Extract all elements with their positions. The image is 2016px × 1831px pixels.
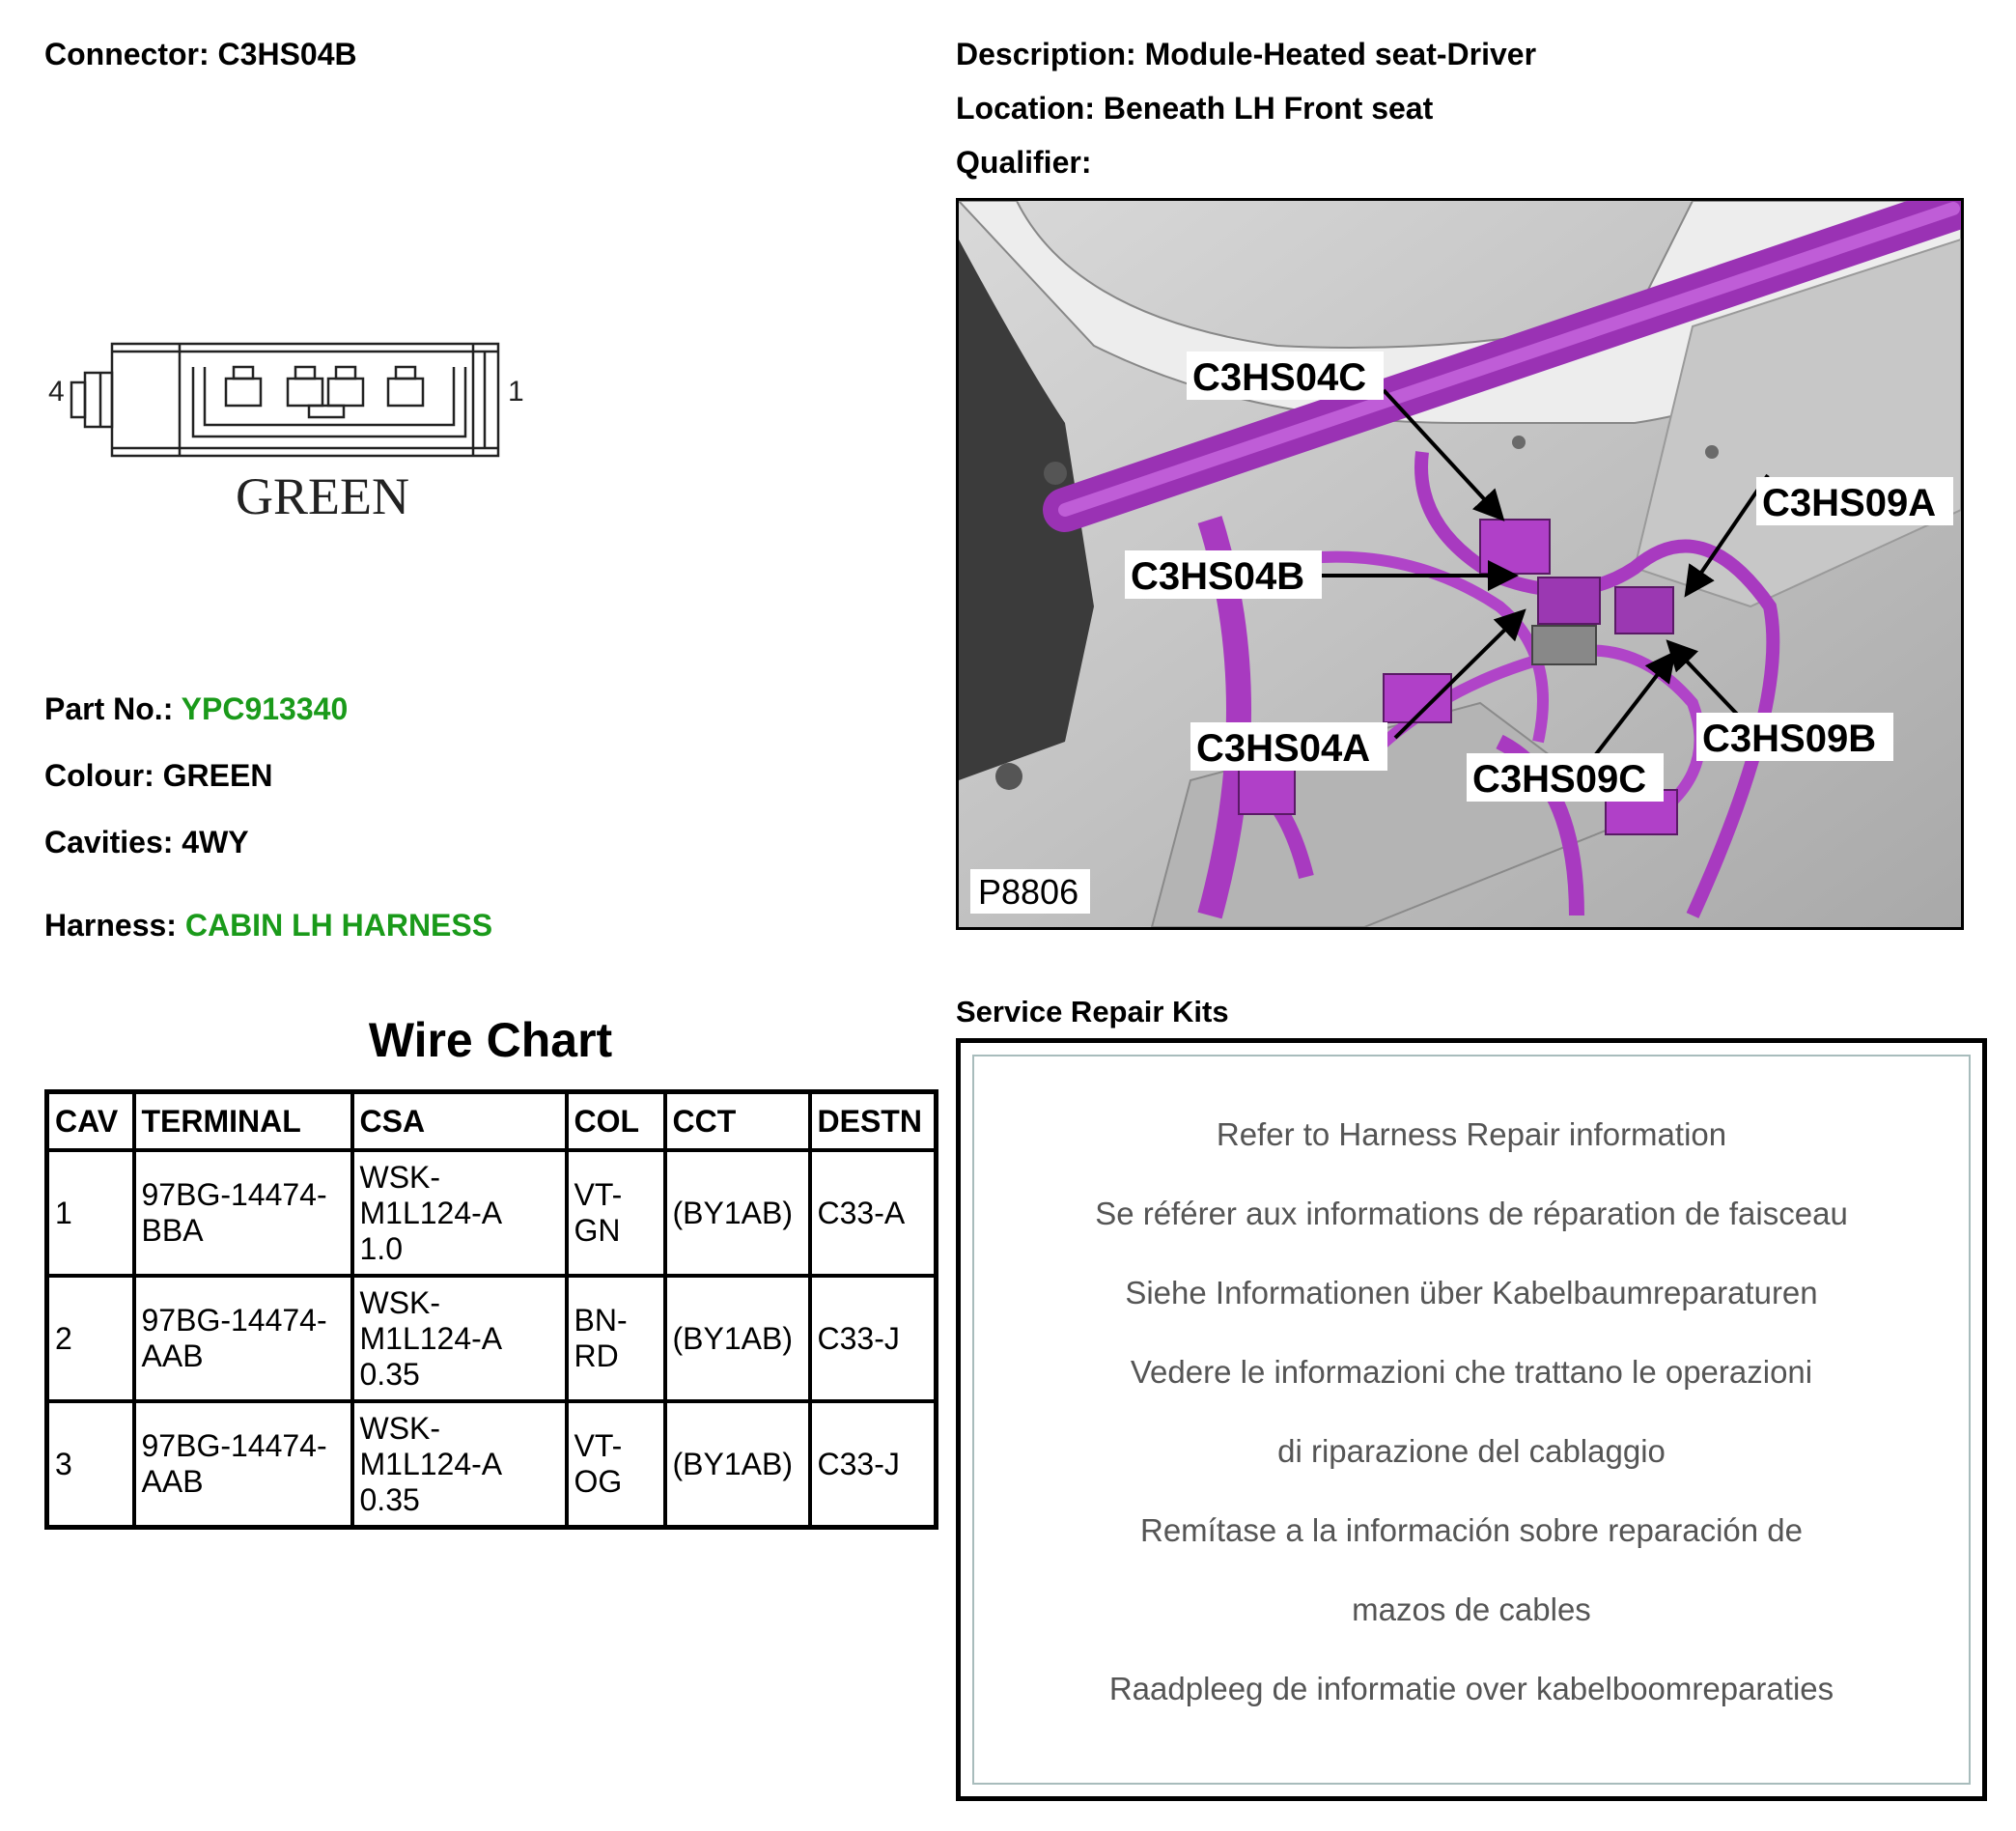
- callout-c3hs04c: C3HS04C: [1192, 356, 1367, 399]
- cavities-label: Cavities:: [44, 825, 174, 859]
- bolt: [1512, 436, 1526, 449]
- cell-col: [567, 1276, 665, 1401]
- terminal-line: BBA: [141, 1213, 204, 1248]
- pin-4-label: 4: [48, 376, 65, 408]
- connector-block: [1615, 587, 1673, 634]
- cell-destn: C33-A: [810, 1150, 937, 1276]
- connector-block: [1538, 577, 1600, 624]
- terminal-line: 97BG-14474-: [141, 1177, 327, 1212]
- header-terminal: TERMINAL: [134, 1092, 352, 1151]
- cell-csa: [352, 1401, 567, 1528]
- module-housing: [1532, 626, 1596, 664]
- csa-line: WSK-: [359, 1410, 441, 1446]
- connector-block: [1480, 520, 1550, 574]
- terminal-line: AAB: [141, 1464, 204, 1499]
- cell-col: [567, 1401, 665, 1528]
- cell-cav: 2: [47, 1276, 134, 1401]
- location-label: Location:: [956, 91, 1095, 126]
- col-line: BN-: [574, 1303, 628, 1338]
- cell-col: [567, 1150, 665, 1276]
- callout-c3hs09a: C3HS09A: [1762, 482, 1937, 524]
- terminal-line: 97BG-14474-: [141, 1428, 327, 1463]
- csa-line: 1.0: [359, 1230, 403, 1266]
- csa-line: WSK-: [359, 1284, 441, 1320]
- header-cct: CCT: [665, 1092, 810, 1151]
- table-row: [47, 1150, 937, 1276]
- csa-line: M1L124-A: [359, 1320, 503, 1356]
- csa-line: 0.35: [359, 1356, 420, 1392]
- callout-c3hs04b: C3HS04B: [1131, 555, 1305, 598]
- terminal-line: AAB: [141, 1338, 204, 1373]
- repair-line: mazos de cables: [1352, 1592, 1591, 1627]
- service-repair-inner: [972, 1055, 1971, 1785]
- header-csa: CSA: [352, 1092, 567, 1151]
- part-no-field: [44, 691, 348, 727]
- cell-terminal: [134, 1150, 352, 1276]
- repair-line: Raadpleeg de informatie over kabelboomreparaties: [1108, 1671, 1834, 1706]
- description-value: Module-Heated seat-Driver: [1144, 37, 1537, 71]
- diagram-color-label: GREEN: [236, 467, 409, 525]
- cell-csa: [352, 1276, 567, 1401]
- part-no-value: YPC913340: [181, 691, 349, 726]
- connector-face-diagram: [48, 328, 550, 541]
- cell-cct: (BY1AB): [665, 1150, 810, 1276]
- col-line: VT-: [574, 1177, 623, 1212]
- location-value: Beneath LH Front seat: [1103, 91, 1434, 126]
- table-row: [47, 1401, 937, 1528]
- harness-label: Harness:: [44, 908, 177, 943]
- location-field: [956, 91, 1433, 127]
- service-repair-box: [956, 1038, 1987, 1801]
- callout-c3hs09b: C3HS09B: [1702, 718, 1877, 760]
- repair-line: Siehe Informationen über Kabelbaumreparaturen: [1125, 1275, 1818, 1310]
- cell-destn: C33-J: [810, 1276, 937, 1401]
- wire-chart-header-row: [47, 1092, 937, 1151]
- cell-cct: (BY1AB): [665, 1276, 810, 1401]
- cell-cct: (BY1AB): [665, 1401, 810, 1528]
- description-field: [956, 37, 1536, 72]
- pin-1-label: 1: [508, 376, 524, 408]
- bolt: [1044, 462, 1067, 485]
- connector-value: C3HS04B: [217, 37, 357, 71]
- header-destn: DESTN: [810, 1092, 937, 1151]
- description-label: Description:: [956, 37, 1136, 71]
- header-cav: CAV: [47, 1092, 134, 1151]
- csa-line: WSK-: [359, 1159, 441, 1195]
- cavities-field: [44, 825, 249, 860]
- cell-destn: C33-J: [810, 1401, 937, 1528]
- cell-terminal: [134, 1276, 352, 1401]
- qualifier-label: Qualifier:: [956, 145, 1092, 180]
- harness-field: [44, 908, 492, 944]
- csa-line: M1L124-A: [359, 1195, 503, 1230]
- bolt: [995, 763, 1022, 790]
- cell-cav: 3: [47, 1401, 134, 1528]
- csa-line: 0.35: [359, 1481, 420, 1517]
- repair-line: Se référer aux informations de réparation de faisceau: [1095, 1196, 1848, 1231]
- part-no-label: Part No.:: [44, 691, 174, 726]
- col-line: OG: [574, 1464, 623, 1499]
- repair-line: di riparazione del cablaggio: [1277, 1433, 1666, 1469]
- wire-chart-title: Wire Chart: [368, 1013, 613, 1067]
- repair-line: Remítase a la información sobre reparación de: [1139, 1512, 1804, 1548]
- colour-field: [44, 758, 272, 794]
- harness-value: CABIN LH HARNESS: [184, 908, 493, 943]
- cavities-value: 4WY: [182, 825, 249, 859]
- col-line: VT-: [574, 1428, 623, 1463]
- location-photo-illustration: [959, 201, 1961, 927]
- qualifier-field: [956, 145, 1091, 181]
- repair-line: Refer to Harness Repair information: [1216, 1116, 1727, 1152]
- connector-field: [44, 37, 357, 72]
- col-line: RD: [574, 1338, 619, 1373]
- callout-c3hs04a: C3HS04A: [1196, 727, 1371, 770]
- cell-cav: 1: [47, 1150, 134, 1276]
- terminal-line: 97BG-14474-: [141, 1303, 327, 1338]
- wire-chart-table: [44, 1089, 938, 1530]
- csa-line: M1L124-A: [359, 1446, 503, 1481]
- connector-label: Connector:: [44, 37, 210, 71]
- callout-c3hs09c: C3HS09C: [1472, 758, 1647, 801]
- bolt: [1705, 445, 1719, 459]
- cell-csa: [352, 1150, 567, 1276]
- table-row: [47, 1276, 937, 1401]
- repair-line: Vedere le informazioni che trattano le operazioni: [1130, 1354, 1813, 1390]
- colour-value: GREEN: [162, 758, 273, 793]
- header-col: COL: [567, 1092, 665, 1151]
- cell-terminal: [134, 1401, 352, 1528]
- colour-label: Colour:: [44, 758, 154, 793]
- service-repair-title: Service Repair Kits: [956, 995, 1229, 1028]
- col-line: GN: [574, 1213, 621, 1248]
- location-photo: [956, 198, 1964, 930]
- photo-id-label: P8806: [978, 872, 1079, 912]
